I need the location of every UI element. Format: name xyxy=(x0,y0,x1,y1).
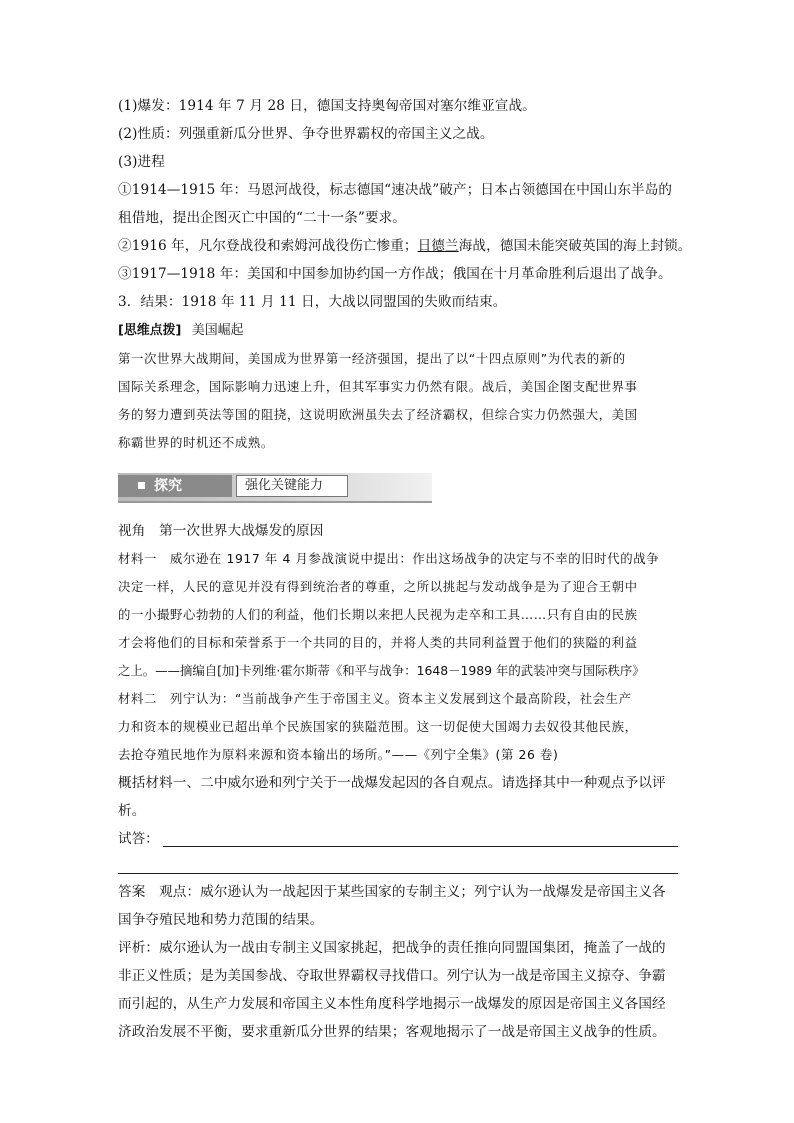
material-1-line-3: 的一小撮野心勃勃的人们的利益，他们长期以来把人民视为走卒和工具……只有自由的民族 xyxy=(118,607,638,622)
banner-title-box xyxy=(118,475,232,497)
outbreak-text: (1)爆发：1914 年 7 月 28 日，德国支持奥匈帝国对塞尔维亚宣战。 xyxy=(118,98,536,114)
thinking-tip xyxy=(118,316,678,457)
process-item-3: ③1917—1918 年：美国和中国参加协约国一方作战；俄国在十月革命胜利后退出了战争。 xyxy=(118,266,672,282)
answer-line-text-2: 国争夺殖民地和势力范围的结果。 xyxy=(118,912,324,928)
tip-label: [思维点拨] xyxy=(118,323,182,338)
analysis-line-4: 济政治发展不平衡，要求重新瓜分世界的结果；客观地揭示了一战是帝国主义战争的性质。 xyxy=(118,1024,666,1040)
material-1-line-2: 决定一样，人民的意见并没有得到统治者的尊重，之所以挑起与发动战争是为了迎合王朝中 xyxy=(118,579,638,594)
inquiry-section xyxy=(118,517,678,874)
material-1-line-4: 才会将他们的目标和荣誉系于一个共同的目的，并将人类的共同利益置于他们的狭隘的利益 xyxy=(118,635,638,650)
tip-line-3: 务的努力遭到英法等国的阻挠，这说明欧洲虽失去了经济霸权，但综合实力仍然强大，美国 xyxy=(118,407,638,422)
question-line-1: 概括材料一、二中威尔逊和列宁关于一战爆发起因的各自观点。请选择其中一种观点予以评 xyxy=(118,775,666,791)
answer-line-text-1: 答案 观点：威尔逊认为一战起因于某些国家的专制主义；列宁认为一战爆发是帝国主义各 xyxy=(118,884,666,900)
process-item-1-line2: 租借地，提出企图灭亡中国的“二十一条”要求。 xyxy=(118,210,406,226)
process-item-2-pre: ②1916 年，凡尔登战役和索姆河战役伤亡惨重； xyxy=(118,238,418,254)
tip-line-1: 第一次世界大战期间，美国成为世界第一经济强国，提出了以“十四点原则”为代表的新的 xyxy=(118,351,626,366)
question-line-2: 析。 xyxy=(118,803,146,819)
square-bullet-icon xyxy=(138,482,145,489)
material-2-line-1: 材料二 列宁认为：“当前战争产生于帝国主义。资本主义发展到这个最高阶段，社会生产 xyxy=(118,691,632,706)
inquiry-heading: 视角 第一次世界大战爆发的原因 xyxy=(118,523,324,539)
answer-section xyxy=(118,878,678,1046)
process-item-1-line1: ①1914—1915 年：马恩河战役，标志德国“速决战”破产；日本占领德国在中国山东半岛的 xyxy=(118,182,673,198)
analysis-line-1: 评析：威尔逊认为一战由专制主义国家挑起，把战争的责任推向同盟国集团，掩盖了一战的 xyxy=(118,940,666,956)
banner-subtitle: 强化关键能力 xyxy=(245,478,324,493)
banner-title: 探究 xyxy=(154,478,182,494)
process-item-2 xyxy=(118,232,692,260)
answer-line[interactable] xyxy=(163,846,678,847)
answer-label: 试答： xyxy=(118,831,159,847)
document-page xyxy=(118,92,692,1046)
material-1-line-1: 材料一 威尔逊在 1917 年 4 月参战演说中提出：作出这场战争的决定与不幸的旧时代的战争 xyxy=(118,551,660,566)
section-wwi-overview xyxy=(118,92,692,316)
answer-input-row xyxy=(118,825,678,853)
tip-heading xyxy=(118,316,678,345)
answer-line-2[interactable] xyxy=(118,853,678,874)
tip-line-4: 称霸世界的时机还不成熟。 xyxy=(118,435,274,450)
underlined-term: 日德兰 xyxy=(417,238,459,254)
material-2-line-2: 力和资本的规模业已超出单个民族国家的狭隘范围。这一切促使大国竭力去奴役其他民族， xyxy=(118,719,638,734)
result-text: 3．结果：1918 年 11 月 11 日，大战以同盟国的失败而结束。 xyxy=(118,294,507,310)
tip-title: 美国崛起 xyxy=(191,323,244,338)
tip-line-2: 国际关系理念，国际影响力迅速上升，但其军事实力仍然有限。战后，美国企图支配世界事 xyxy=(118,379,638,394)
nature-text: (2)性质：列强重新瓜分世界、争夺世界霸权的帝国主义之战。 xyxy=(118,126,494,142)
process-title: (3)进程 xyxy=(118,154,165,170)
material-1-line-5: 之上。——摘编自[加]卡列维·霍尔斯蒂《和平与战争：1648－1989 年的武装冲突与国际秩序》 xyxy=(118,663,645,678)
banner-subtitle-box xyxy=(236,475,348,497)
analysis-line-2: 非正义性质；是为美国参战、夺取世界霸权寻找借口。列宁认为一战是帝国主义掠夺、争霸 xyxy=(118,968,666,984)
analysis-line-3: 而引起的，从生产力发展和帝国主义本性角度科学地揭示一战爆发的原因是帝国主义各国经 xyxy=(118,996,666,1012)
material-2-line-3: 去抢夺殖民地作为原料来源和资本输出的场所。”——《列宁全集》(第 26 卷) xyxy=(118,747,559,762)
process-item-2-post: 海战，德国未能突破英国的海上封锁。 xyxy=(458,238,692,254)
section-banner xyxy=(118,473,432,503)
